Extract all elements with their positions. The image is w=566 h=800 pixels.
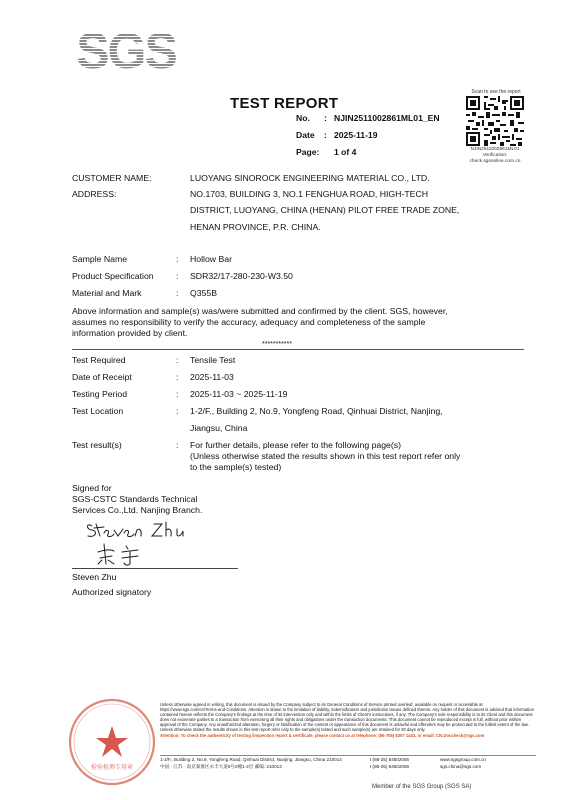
colon: : [176, 372, 179, 382]
test-location-line-2: Jiangsu, China [190, 423, 248, 433]
testing-period: 2025-11-03 ~ 2025-11-19 [190, 389, 288, 399]
test-location-line-1: 1-2/F., Building 2, No.9, Yongfeng Road, Qinhuai District, Nanjing, [190, 406, 443, 416]
address-line-1: NO.1703, BUILDING 3, NO.1 FENGHUA ROAD, HIGH-TECH [190, 189, 428, 199]
address-line-3: HENAN PROVINCE, P.R. CHINA. [190, 222, 321, 232]
sample-name: Hollow Bar [190, 254, 233, 264]
report-date: Date : 2025-11-19 [296, 130, 378, 140]
signed-for: Signed for SGS-CSTC Standards Technical Services Co.,Ltd. Nanjing Branch. [72, 483, 203, 515]
disclaimer: Above information and sample(s) was/were submitted and confirmed by the client. SGS, however, assumes no responsibility to verify the accuracy, adequacy and completeness of the sample information provided by client. [72, 306, 448, 338]
handwritten-signature [82, 516, 202, 568]
colon: : [176, 355, 179, 365]
separator-stars: *********** [262, 341, 292, 348]
sample-name-label: Sample Name [72, 254, 128, 264]
signatory-role: Authorized signatory [72, 587, 152, 597]
signature-line [72, 568, 238, 569]
footer-address-cn: 中国 · 江苏 · 南京秦淮区永丰大道9号2幢1-2层 邮编: 210014 [160, 764, 282, 769]
footer-website[interactable]: www.sgsgroup.com.cn [440, 757, 486, 762]
footer-divider [160, 755, 536, 756]
testing-period-label: Testing Period [72, 389, 128, 399]
qr-caption: Scan to see the report [471, 89, 521, 95]
report-number: No. : NJIN2511002861ML01_EN [296, 113, 440, 123]
qr-report-id: NJIN2511002861ML01 [470, 147, 520, 152]
qr-verification: Verification: check.sgsonline.com.cn [469, 153, 521, 164]
footer-tel-1: t (86-25) 84502056 [370, 757, 410, 762]
sgs-member-line: Member of the SGS Group (SGS SA) [372, 784, 472, 790]
date-of-receipt-label: Date of Receipt [72, 372, 132, 382]
colon: : [176, 440, 179, 450]
material: Q355B [190, 288, 218, 298]
colon: : [176, 406, 179, 416]
colon: : [176, 288, 179, 298]
material-label: Material and Mark [72, 288, 142, 298]
test-results: For further details, please refer to the following page(s) (Unless otherwise stated the results shown in this test report refer only to the sample(s) tested) [190, 440, 461, 472]
product-spec-label: Product Specification [72, 271, 154, 281]
test-required-label: Test Required [72, 355, 126, 365]
customer-name: LUOYANG SINOROCK ENGINEERING MATERIAL CO., LTD. [190, 173, 430, 183]
footer-attention: Attention: To check the authenticity of testing /inspection report & certificate, please contact us at telephone: (86-755) 8307 1443, or email: CN.Doccheck@sgs.com [160, 732, 485, 738]
footer-tel-2: t (86-25) 84502056 [370, 764, 410, 769]
colon: : [176, 271, 179, 281]
sgs-logo [72, 22, 180, 76]
colon: : [176, 389, 179, 399]
qr-code-icon[interactable] [466, 96, 524, 146]
footer-address-en: 1-2/F., Building 2, No.9, Yongfeng Road, Qinhuai District, Nanjing, Jiangsu, China 210014 [160, 757, 342, 762]
report-title: TEST REPORT [230, 95, 339, 112]
svg-text:SGS: SGS [76, 23, 176, 76]
date-of-receipt: 2025-11-03 [190, 372, 234, 382]
address-label: ADDRESS: [72, 189, 117, 199]
test-required: Tensile Test [190, 355, 236, 365]
report-page: Page: 1 of 4 [296, 147, 357, 157]
address-line-2: DISTRICT, LUOYANG, CHINA (HENAN) PILOT FREE TRADE ZONE, [190, 205, 460, 215]
product-spec: SDR32/17-280-230-W3.50 [190, 271, 293, 281]
signatory-name: Steven Zhu [72, 572, 117, 582]
footer-email[interactable]: sgs.china@sgs.com [440, 764, 482, 769]
footer-terms: Unless otherwise agreed in writing, this document is issued by the Company subject to its General Conditions of Service printed overleaf, available on request or accessible at https://www.sgs.com/en/Terms-and-Conditions. Attention is drawn to the limitation of liability, indemnification and jurisdiction issues defined therein. Any holder of this document is advised that information contained hereon reflects the Company's findings at the time of its intervention only and within the limits of Client's instructions, if any. The Company's sole responsibility is to its Client and this document does not exonerate parties to a transaction from exercising all their rights and obligations under the transaction documents. This document cannot be reproduced except in full, without prior written approval of the Company. Any unauthorized alteration, forgery or falsification of the content or appearance of this document is unlawful and offenders may be prosecuted to the fullest extent of the law. Unless otherwise stated the results shown in this test report refer only to the sample(s) tested and such sample(s) are retained for 30 days only. Attention: To check the authenticity of testing /inspection report & certificate, please contact us at telephone: (86-755) 8307 1443, or email: CN.Doccheck@sgs.com [160, 702, 536, 738]
customer-name-label: CUSTOMER NAME: [72, 173, 152, 183]
colon: : [176, 254, 179, 264]
divider [72, 349, 524, 350]
svg-text:检验检测专用章: 检验检测专用章 [90, 764, 134, 771]
test-results-label: Test result(s) [72, 440, 122, 450]
test-location-label: Test Location [72, 406, 124, 416]
inspection-seal-icon [66, 696, 158, 788]
